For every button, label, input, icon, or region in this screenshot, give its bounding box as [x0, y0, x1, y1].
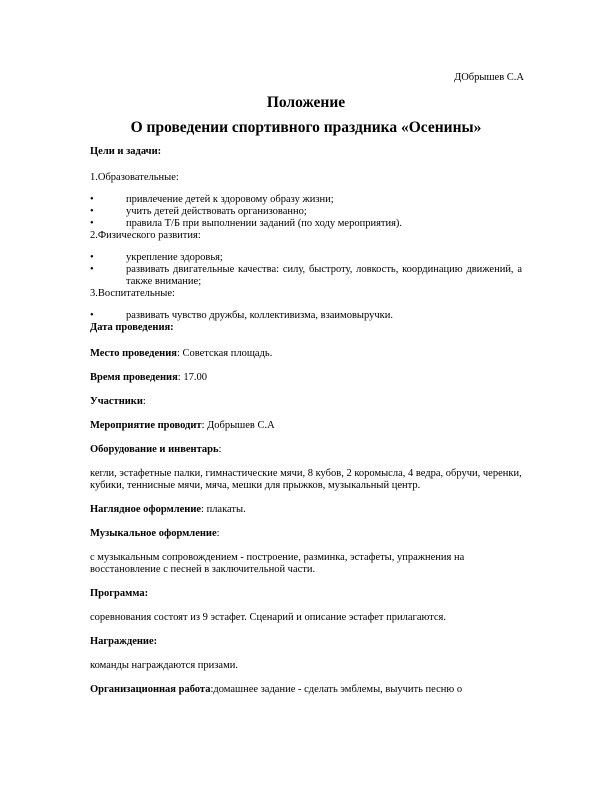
music-line	[90, 528, 522, 540]
list-item	[90, 264, 522, 288]
time-label: Время проведения	[90, 372, 178, 383]
participants-label: Участники	[90, 396, 143, 407]
list-item	[90, 194, 522, 206]
list-item-text: учить детей действовать организованно;	[126, 206, 307, 217]
program-text: соревнования состоят из 9 эстафет. Сценарий и описание эстафет прилагаются.	[90, 612, 447, 623]
document-title: Положение	[266, 94, 346, 111]
list-item	[90, 206, 522, 218]
list-item	[90, 252, 522, 264]
program-label: Программа:	[90, 588, 149, 599]
equipment-line	[90, 444, 522, 456]
music-label: Музыкальное оформление	[90, 528, 217, 539]
music-text: с музыкальным сопровождением - построение, разминка, эстафеты, упражнения на восстановление с песней в заключительной части.	[90, 552, 465, 575]
bullet-marker: •	[90, 252, 94, 263]
document-body	[90, 146, 522, 696]
bullet-marker: •	[90, 194, 94, 205]
place-label: Место проведения	[90, 348, 177, 359]
goals-heading: Цели и задачи:	[90, 146, 162, 157]
music-suffix: :	[216, 528, 220, 539]
participants-line	[90, 396, 522, 408]
time-line	[90, 372, 522, 384]
award-label: Награждение:	[90, 636, 158, 647]
host-line	[90, 420, 522, 432]
host-label: Мероприятие проводит	[90, 420, 202, 431]
list-item-text: развивать чувство дружбы, коллективизма, взаимовыручки.	[126, 310, 393, 321]
list-item-text: привлечение детей к здоровому образу жизни;	[126, 194, 334, 205]
award-text: команды награждаются призами.	[90, 660, 238, 671]
visual-line	[90, 504, 522, 516]
equipment-suffix: :	[218, 444, 222, 455]
organization-line	[90, 684, 522, 696]
educational-heading: 1.Образовательные:	[90, 172, 179, 183]
list-item-text: правила Т/Б при выполнении заданий (по ходу мероприятия).	[126, 218, 403, 229]
bullet-marker: •	[90, 264, 94, 275]
time-value: : 17.00	[177, 372, 207, 383]
place-value: : Советская площадь.	[176, 348, 273, 359]
list-item	[90, 310, 522, 322]
participants-value: :	[142, 396, 146, 407]
list-item	[90, 218, 522, 230]
physical-heading: 2.Физического развития:	[90, 230, 201, 241]
bullet-marker: •	[90, 218, 94, 229]
place-line	[90, 348, 522, 360]
bullet-marker: •	[90, 206, 94, 217]
organization-label: Организационная работа	[90, 684, 211, 695]
list-item-text: укрепление здоровья;	[126, 252, 223, 263]
bullet-marker: •	[90, 310, 94, 321]
equipment-label: Оборудование и инвентарь	[90, 444, 219, 455]
document-subtitle: О проведении спортивного праздника «Осенины»	[130, 119, 482, 136]
upbringing-heading: 3.Воспитательные:	[90, 288, 175, 299]
date-label: Дата проведения:	[90, 322, 174, 333]
visual-value: : плакаты.	[201, 504, 246, 515]
list-item-text: развивать двигательные качества: силу, быстроту, ловкость, координацию движений, а также внимание;	[126, 264, 522, 287]
author-name: ДОбрышев С.А	[454, 72, 524, 83]
visual-label: Наглядное оформление	[90, 504, 202, 515]
equipment-text: кегли, эстафетные палки, гимнастические мячи, 8 кубов, 2 коромысла, 4 ведра, обручи, черенки, кубики, теннисные мячи, мяча, мешки для прыжков, музыкальный центр.	[90, 468, 522, 491]
host-value: : Добрышев С.А	[201, 420, 275, 431]
organization-value: :домашнее задание - сделать эмблемы, выучить песню о	[210, 684, 463, 695]
